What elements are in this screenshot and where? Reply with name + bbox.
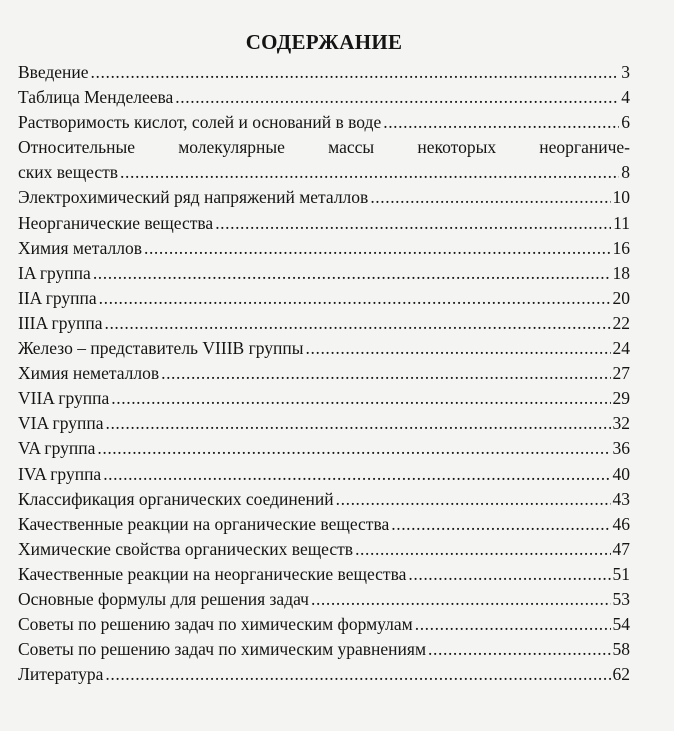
- page-title: СОДЕРЖАНИЕ: [245, 30, 403, 54]
- toc-page-number: 10: [612, 187, 630, 208]
- toc-entry-text: VIIA группа: [18, 388, 110, 409]
- toc-page-number: 58: [612, 639, 630, 660]
- toc-entry-text: Химия металлов: [18, 237, 142, 258]
- dot-leader: [383, 112, 619, 133]
- toc-page-number: 36: [612, 438, 630, 459]
- toc-page-number: 16: [612, 237, 630, 258]
- toc-entry[interactable]: [18, 162, 630, 187]
- toc-entry-text: VIA группа: [18, 413, 104, 434]
- toc-entry-text: Советы по решению задач по химическим формулам: [18, 614, 413, 635]
- toc-entry[interactable]: [18, 388, 630, 413]
- toc-entry-text: Химия неметаллов: [18, 363, 160, 384]
- toc-entry-text: Химические свойства органических веществ: [18, 538, 354, 559]
- toc-entry-text: Качественные реакции на органические вещества: [18, 513, 390, 534]
- dot-leader: [111, 388, 610, 409]
- toc-entry[interactable]: [18, 514, 630, 539]
- toc-page-number: 8: [621, 162, 630, 183]
- toc-entry-text: Качественные реакции на неорганические вещества: [18, 563, 407, 584]
- toc-page-number: 18: [612, 262, 630, 283]
- dot-leader: [175, 87, 619, 108]
- toc-page-number: 20: [612, 287, 630, 308]
- dot-leader: [306, 338, 611, 359]
- dot-leader: [144, 238, 611, 259]
- dot-leader: [428, 639, 610, 660]
- toc-entry[interactable]: [18, 187, 630, 212]
- toc-page-number: 62: [612, 664, 630, 685]
- toc-entry-text: IIIA группа: [18, 312, 103, 333]
- toc-page-number: 29: [612, 388, 630, 409]
- dot-leader: [161, 363, 610, 384]
- toc-page-number: 53: [612, 588, 630, 609]
- toc-entry-text: Таблица Менделеева: [18, 87, 174, 108]
- toc-entry[interactable]: [18, 363, 630, 388]
- toc-entry-text: Электрохимический ряд напряжений металлов: [18, 187, 369, 208]
- toc-entry[interactable]: [18, 664, 630, 689]
- dot-leader: [311, 589, 611, 610]
- toc-entry[interactable]: [18, 614, 630, 639]
- toc-page-number: 4: [621, 87, 630, 108]
- toc-entry-text: Относительные молекулярные массы некоторых неорганиче-: [18, 137, 630, 158]
- toc-entry-text: Железо – представитель VIIIB группы: [18, 338, 304, 359]
- dot-leader: [215, 213, 611, 234]
- toc-page-number: 11: [613, 212, 630, 233]
- dot-leader: [97, 438, 610, 459]
- toc-entry-text: IA группа: [18, 262, 91, 283]
- toc-entry-text: Неорганические вещества: [18, 212, 214, 233]
- toc-entry-text: Растворимость кислот, солей и оснований в воде: [18, 112, 382, 133]
- toc-page-number: 46: [612, 513, 630, 534]
- toc-entry[interactable]: [18, 62, 630, 87]
- toc-entry[interactable]: [18, 263, 630, 288]
- toc-page-number: 51: [612, 563, 630, 584]
- toc-page-number: 43: [612, 488, 630, 509]
- dot-leader: [120, 162, 619, 183]
- dot-leader: [336, 489, 611, 510]
- toc-entry[interactable]: [18, 288, 630, 313]
- toc-page-number: 6: [621, 112, 630, 133]
- toc-entry-text: ских веществ: [18, 162, 119, 183]
- toc-entry[interactable]: [18, 238, 630, 263]
- toc-entry-text: IIA группа: [18, 287, 97, 308]
- toc-page-number: 22: [612, 312, 630, 333]
- toc-entry[interactable]: [18, 213, 630, 238]
- dot-leader: [93, 263, 611, 284]
- toc-entry[interactable]: [18, 464, 630, 489]
- toc-entry[interactable]: [18, 639, 630, 664]
- toc-entry-text: Классификация органических соединений: [18, 488, 334, 509]
- toc-page-number: 32: [612, 413, 630, 434]
- toc-entry-text: Основные формулы для решения задач: [18, 588, 309, 609]
- dot-leader: [91, 62, 620, 83]
- dot-leader: [105, 413, 610, 434]
- toc-page-number: 24: [612, 338, 630, 359]
- toc-entry[interactable]: [18, 338, 630, 363]
- dot-leader: [370, 187, 610, 208]
- dot-leader: [104, 313, 610, 334]
- dot-leader: [103, 464, 610, 485]
- toc-entry-text: Литература: [18, 664, 104, 685]
- toc-page-number: 47: [612, 538, 630, 559]
- toc-page-number: 40: [612, 463, 630, 484]
- dot-leader: [105, 664, 610, 685]
- toc-page-number: 3: [621, 62, 630, 82]
- toc-entry-text: Введение: [18, 62, 89, 82]
- dot-leader: [415, 614, 611, 635]
- toc-entry[interactable]: [18, 87, 630, 112]
- toc-entry[interactable]: [18, 589, 630, 614]
- toc-entry[interactable]: [18, 539, 630, 564]
- dot-leader: [391, 514, 610, 535]
- toc-entry[interactable]: [18, 564, 630, 589]
- toc-entry[interactable]: [18, 438, 630, 463]
- dot-leader: [408, 564, 610, 585]
- toc-entry[interactable]: [18, 112, 630, 137]
- toc-entry-text: IVA группа: [18, 463, 102, 484]
- dot-leader: [99, 288, 611, 309]
- toc-page-number: 27: [612, 363, 630, 384]
- toc-entry[interactable]: [18, 413, 630, 438]
- toc-entry-text: Советы по решению задач по химическим уравнениям: [18, 639, 427, 660]
- dot-leader: [355, 539, 610, 560]
- toc-page-number: 54: [612, 614, 630, 635]
- table-of-contents: [18, 62, 630, 689]
- toc-entry-text: VA группа: [18, 438, 96, 459]
- toc-entry[interactable]: [18, 489, 630, 514]
- toc-entry[interactable]: [18, 313, 630, 338]
